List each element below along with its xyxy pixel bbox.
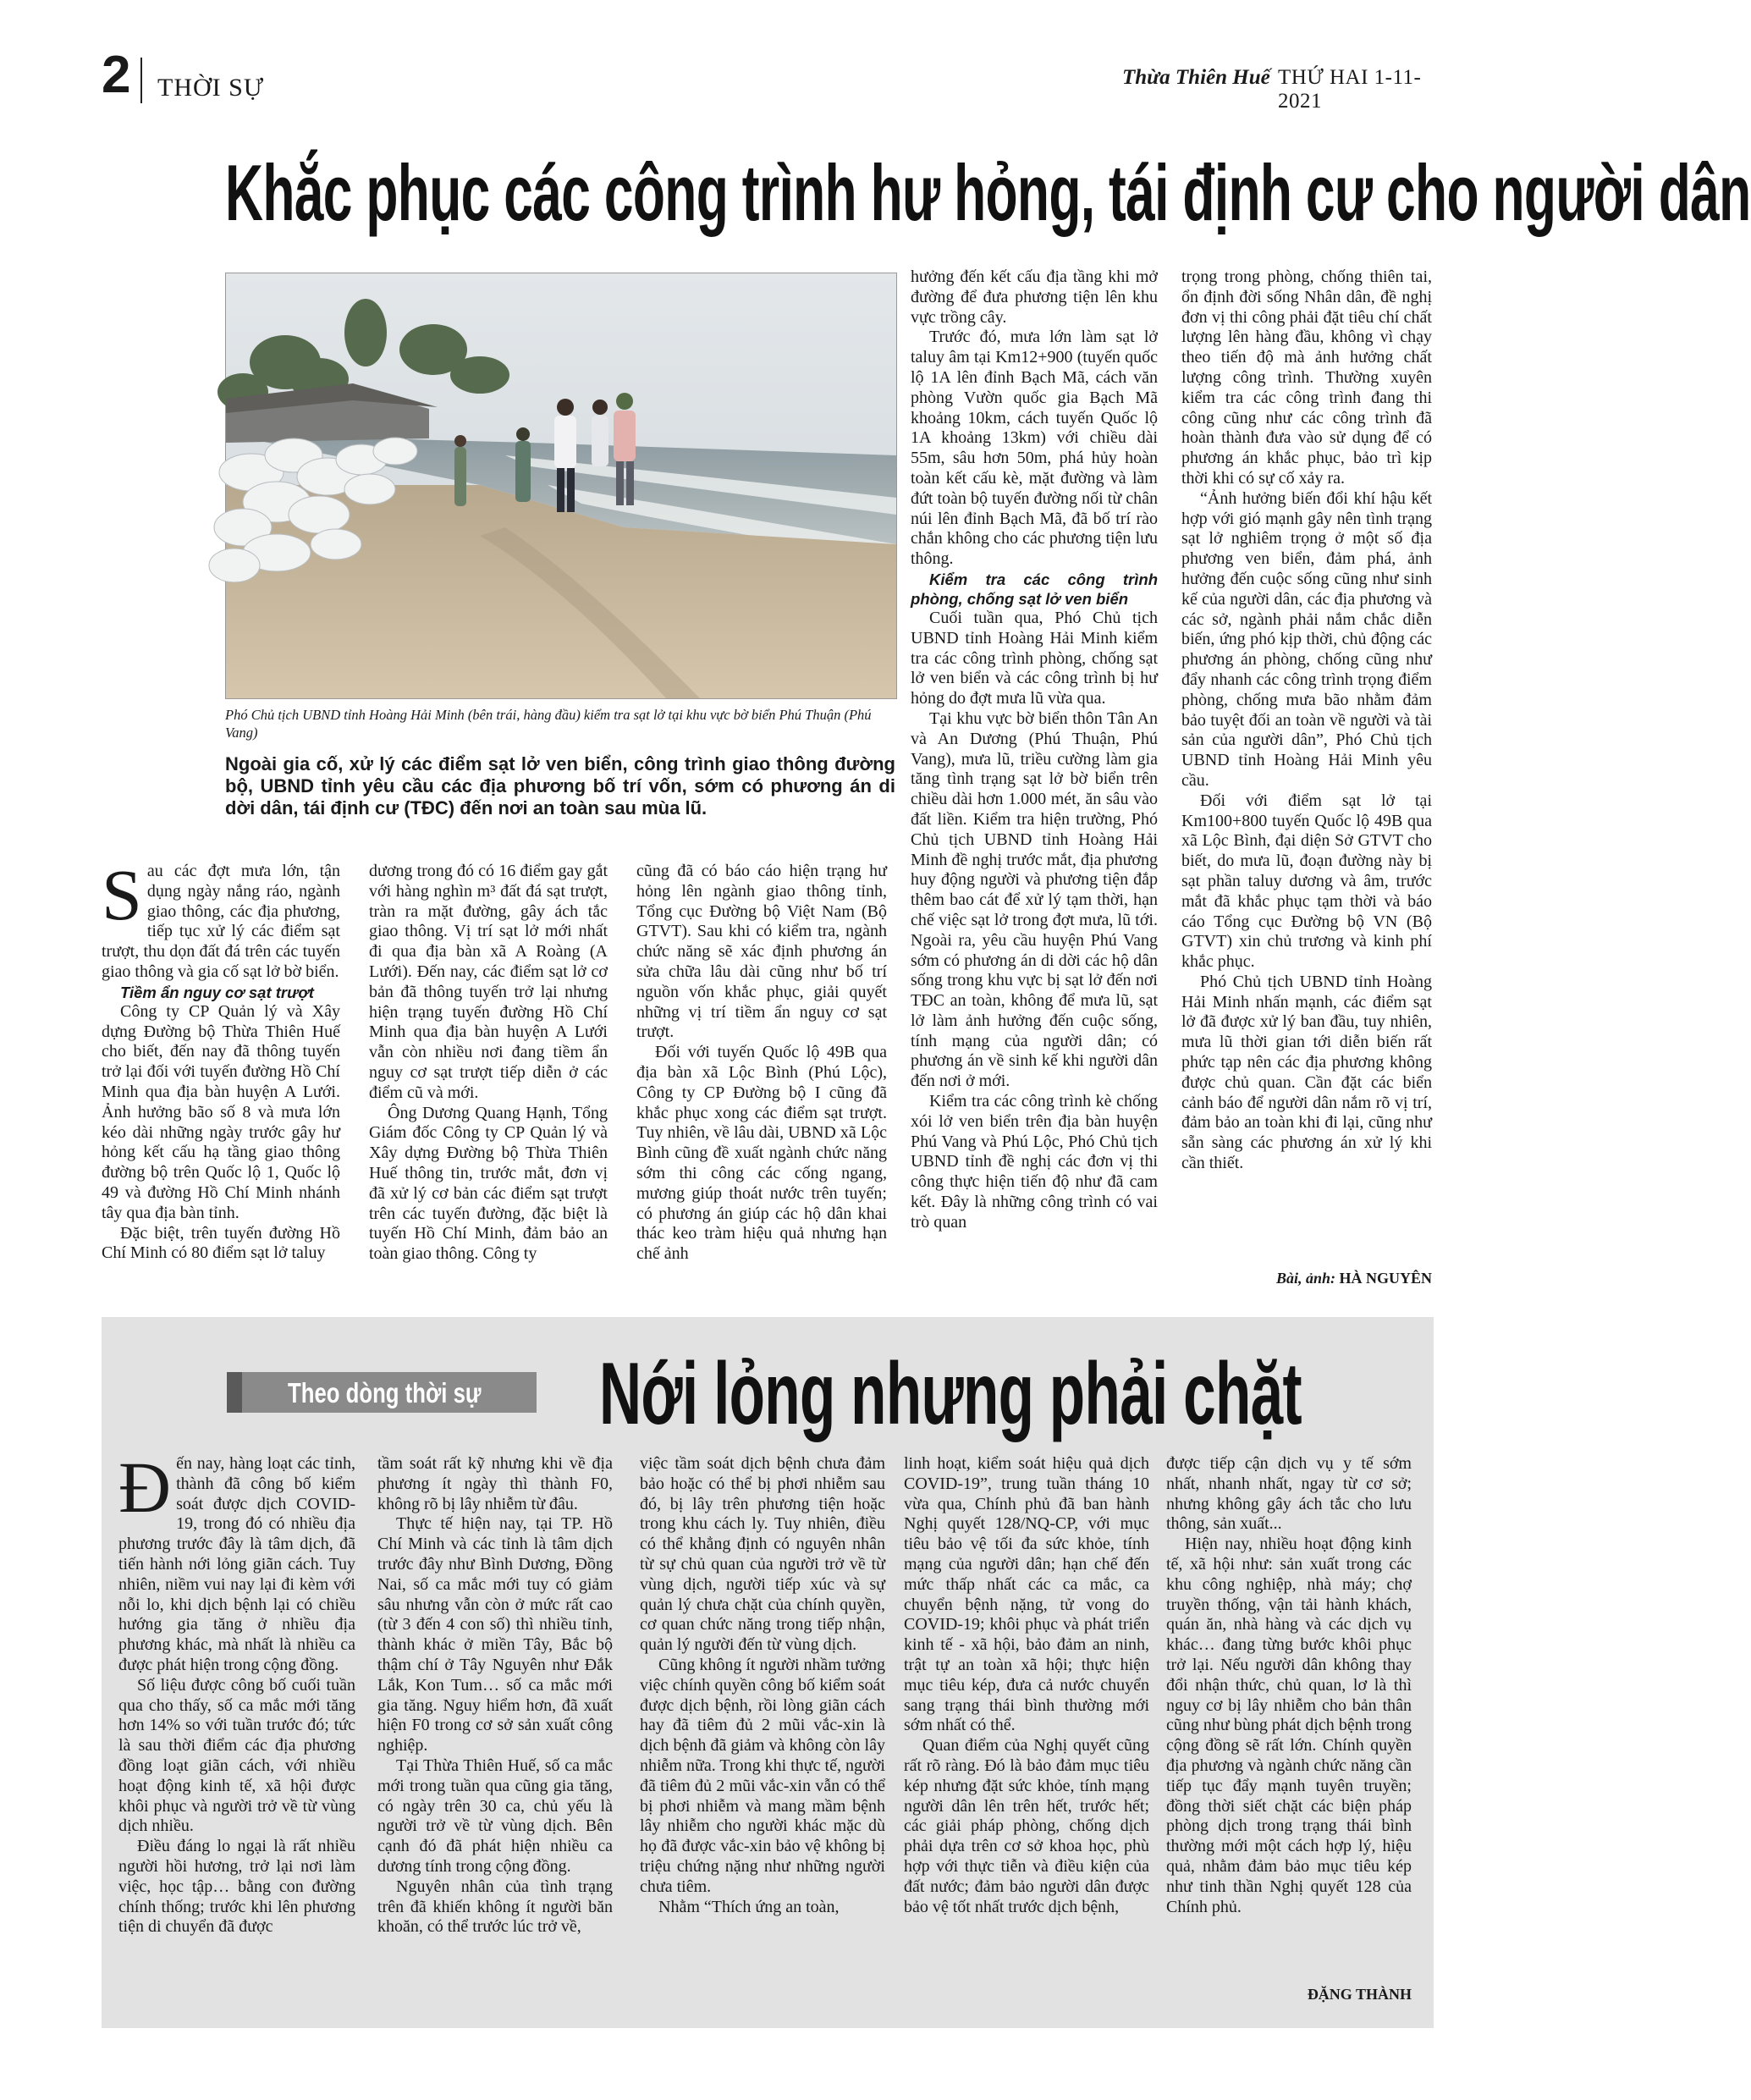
article2-column-3	[640, 1454, 885, 1917]
paragraph: Hiện nay, nhiều hoạt động kinh tế, xã hội như: sản xuất trong các khu công nghiệp, nhà máy; chợ truyền thống, vận tải hành khách, quán ăn, nhà hàng và các dịch vụ khác… đang từng bước khôi phục trở lại. Nếu người dân không thay đổi nhận thức, chủ quan, lơ là thì nguy cơ bị lây nhiễm cho bản thân cũng như bùng phát dịch bệnh trong cộng đồng sẽ rất lớn. Chính quyền địa phương và ngành chức năng cần tiếp tục đẩy mạnh tuyên truyền; đồng thời siết chặt các biện pháp phòng dịch trong trạng thái bình thường mới một cách hợp lý, hiệu quả, nhằm đảm bảo mục tiêu kép như tinh thần Nghị quyết 128 của Chính phủ.	[1166, 1535, 1412, 1916]
article2-byline: ĐẶNG THÀNH	[1307, 1986, 1412, 2003]
paragraph: dương trong đó có 16 điểm gay gắt với hàng nghìn m³ đất đá sạt trượt, tràn ra mặt đường, gây ách tắc giao thông. Vị trí sạt lở mới nhất đi qua địa bàn xã A Roàng (A Lưới). Đến nay, các điểm sạt lở cơ bản đã thông tuyến trở lại nhưng hiện trạng tuyến đường Hồ Chí Minh qua địa bàn huyện A Lưới vẫn còn nhiều nơi đang tiềm ẩn nguy cơ sạt trượt tiếp diễn ở các điểm cũ và mới.	[369, 862, 608, 1102]
paragraph: linh hoạt, kiểm soát hiệu quả dịch COVID-19”, trung tuần tháng 10 vừa qua, Chính phủ đã ban hành Nghị quyết 128/NQ-CP, với mục tiêu bảo vệ tối đa sức khỏe, tính mạng của người dân; hạn chế đến mức thấp nhất các ca mắc, ca chuyển bệnh nặng, tử vong do COVID-19; khôi phục và phát triển kinh tế - xã hội, bảo đảm an ninh, trật tự an toàn xã hội; thực hiện mục tiêu kép, đưa cả nước chuyển sang trạng thái bình thường mới sớm nhất có thể.	[904, 1454, 1149, 1735]
article2-headline: Nới lỏng nhưng phải chặt	[599, 1345, 1302, 1443]
issue-date: THỨ HAI 1-11-2021	[1278, 66, 1422, 113]
article1-byline	[1181, 1270, 1432, 1287]
article2-kicker	[227, 1372, 537, 1413]
paragraph: Phó Chủ tịch UBND tỉnh Hoàng Hải Minh nhấn mạnh, các điểm sạt lở đã được xử lý ban đầu, tuy nhiên, mưa lũ thời gian tới diễn biến rất phức tạp nên các địa phương không được chủ quan. Cần đặt các biển cảnh báo để người dân nắm rõ vị trí, đảm bảo an toàn khi đi lại, cũng như sẵn sàng các phương án xử lý khi cần thiết.	[1181, 972, 1432, 1173]
kicker-text: Theo dòng thời sự	[288, 1377, 482, 1408]
byline-name: HÀ NGUYÊN	[1339, 1270, 1432, 1287]
page-header	[102, 46, 1437, 113]
paragraph: trọng trong phòng, chống thiên tai, ổn định đời sống Nhân dân, đề nghị đơn vị thi công phải đặt tiêu chí chất lượng lên hàng đầu, không vì chạy theo tiến độ mà ảnh hưởng chất lượng công trình. Thường xuyên kiểm tra các công trình đang thi công cũng như các công trình đã hoàn thành đưa vào sử dụng để có phương án khắc phục, bảo trì kịp thời khi có sự cố xảy ra.	[1181, 267, 1432, 488]
kicker-accent	[227, 1372, 242, 1413]
paragraph: hưởng đến kết cấu địa tầng khi mở đường để đưa phương tiện lên khu vực trồng cây.	[911, 267, 1158, 327]
header-divider	[140, 58, 142, 103]
article2-column-1	[118, 1447, 355, 1937]
paragraph: Số liệu được công bố cuối tuần qua cho thấy, số ca mắc mới tăng hơn 14% so với tuần trước đó; tức là sau thời điểm các địa phương đồng loạt giãn cách, với nhiều hoạt động kinh tế, xã hội được khôi phục và người trở về từ vùng dịch nhiều.	[118, 1675, 355, 1836]
page-number: 2	[102, 46, 131, 104]
article1-lead: Ngoài gia cố, xử lý các điểm sạt lở ven biển, công trình giao thông đường bộ, UBND tỉnh yêu cầu các địa phương bố trí vốn, sớm có phương án di dời dân, tái định cư (TĐC) đến nơi an toàn sau mùa lũ.	[225, 753, 895, 819]
paragraph: Cuối tuần qua, Phó Chủ tịch UBND tỉnh Hoàng Hải Minh kiểm tra các công trình phòng, chống sạt lở ven biển và các công trình bị hư hỏng do đợt mưa lũ vừa qua.	[911, 608, 1158, 708]
article2-column-5	[1166, 1454, 1412, 1917]
paragraph: được tiếp cận dịch vụ y tế sớm nhất, nhanh nhất, ngay từ cơ sở; nhưng không gây ách tắc cho lưu thông, sản xuất...	[1166, 1454, 1412, 1534]
paragraph: Tại khu vực bờ biển thôn Tân An và An Dương (Phú Thuận, Phú Vang), mưa lũ, triều cường làm gia tăng tình trạng sạt lở bờ biển trên chiều dài hơn 1.000 mét, ăn sâu vào đất liền. Kiểm tra hiện trường, Phó Chủ tịch UBND tỉnh Hoàng Hải Minh đề nghị trước mắt, địa phương huy động người và phương tiện đắp thêm bao cát để xử lý tạm thời, hạn chế việc sạt lở trong đợt mưa, lũ tới. Ngoài ra, yêu cầu huyện Phú Vang sớm có phương án di dời các hộ dân sống trong khu vực bị sạt lở đến nơi TĐC an toàn, không để mưa lũ, sạt lở làm ảnh hưởng đến cuộc sống, tính mạng của người dân; có phương án về sinh kế khi người dân đến nơi ở mới.	[911, 708, 1158, 1091]
paragraph: Tại Thừa Thiên Huế, số ca mắc mới trong tuần qua cũng gia tăng, có ngày trên 30 ca, chủ yếu là người trở về từ vùng dịch. Bên cạnh đó đã phát hiện nhiều ca dương tính trong cộng đồng.	[377, 1756, 613, 1876]
paragraph: au các đợt mưa lớn, tận dụng ngày nắng ráo, ngành giao thông, các địa phương, tiếp tục xử lý các điểm sạt trượt, thu dọn đất đá trên các tuyến giao thông và gia cố sạt lở bờ biển.	[102, 862, 340, 981]
article1-photo-caption: Phó Chủ tịch UBND tỉnh Hoàng Hải Minh (bên trái, hàng đầu) kiểm tra sạt lở tại khu vực bờ biển Phú Thuận (Phú Vang)	[225, 707, 872, 741]
article1-column-4	[911, 267, 1158, 1233]
article1-column-2	[369, 862, 608, 1265]
paragraph: Quan điểm của Nghị quyết cũng rất rõ ràng. Đó là bảo đảm mục tiêu kép nhưng đặt sức khỏe, tính mạng người dân lên trên hết, trước hết; các giải pháp phòng, chống dịch phải dựa trên cơ sở khoa học, phù hợp với thực tiễn và điều kiện của đất nước; đảm bảo người dân được bảo vệ tốt nhất trước dịch bệnh,	[904, 1736, 1149, 1916]
article2-column-2	[377, 1454, 613, 1937]
paragraph: Điều đáng lo ngại là rất nhiều người hồi hương, trở lại nơi làm việc, học tập… bằng con đường chính thống; trước khi lên phương tiện di chuyển đã được	[118, 1837, 355, 1937]
article1-subhead-2: Kiểm tra các công trình phòng, chống sạt lở ven biển	[911, 570, 1158, 608]
paragraph: tầm soát rất kỹ nhưng khi về địa phương ít ngày thì thành F0, không rõ bị lây nhiễm từ đâu.	[377, 1454, 613, 1513]
article2-column-4	[904, 1454, 1149, 1917]
paragraph: Nhằm “Thích ứng an toàn,	[658, 1897, 840, 1916]
article1-column-1	[102, 854, 340, 1264]
article1-subhead-1: Tiềm ẩn nguy cơ sạt trượt	[120, 983, 314, 1001]
article1-column-3	[636, 862, 887, 1265]
paragraph: cũng đã có báo cáo hiện trạng hư hỏng lên ngành giao thông tỉnh, Tổng cục Đường bộ Việt Nam (Bộ GTVT). Sau khi có kiểm tra, ngành chức năng sẽ xác định phương án sửa chữa lâu dài cũng như bố trí nguồn vốn khắc phục, giải quyết những vị trí tiềm ẩn nguy cơ sạt trượt.	[636, 862, 887, 1042]
paragraph: Kiểm tra các công trình kè chống xói lở ven biển trên địa bàn huyện Phú Vang và Phú Lộc, Phó Chủ tịch UBND tỉnh đề nghị các đơn vị thi công thực hiện tiến độ như đã cam kết. Đây là những công trình có vai trò quan	[911, 1092, 1158, 1232]
paragraph: Đối với tuyến Quốc lộ 49B qua địa bàn xã Lộc Bình (Phú Lộc), Công ty CP Đường bộ I cũng đã khắc phục xong các điểm sạt trượt. Tuy nhiên, về lâu dài, UBND xã Lộc Bình cũng đề xuất ngành chức năng sớm thi công các cống ngang, mương giúp thoát nước trên tuyến; có phương án giúp các hộ dân khai thác keo tràm hiệu quả nhưng hạn chế ảnh	[636, 1043, 887, 1264]
beach-inspection-image	[226, 273, 896, 698]
paragraph: “Ảnh hưởng biến đổi khí hậu kết hợp với gió mạnh gây nên tình trạng sạt lở nghiêm trọng ở một số địa phương ven biển, đảm phá, ảnh hưởng đến cuộc sống cũng như sinh kế của người dân, các địa phương và các sở, ngành phải nắm chắc diễn biến, ứng phó kịp thời, chủ động các phương án phòng, chống cũng như đẩy nhanh các công trình trọng điểm phòng, chống mưa bão nhằm đảm bảo tuyệt đối an toàn về người và tài sản của người dân”, Phó Chủ tịch UBND tỉnh Hoàng Hải Minh yêu cầu.	[1181, 488, 1432, 790]
article1-photo	[225, 273, 897, 699]
publication-name: Thừa Thiên Huế	[1122, 66, 1270, 89]
article1-headline: Khắc phục các công trình hư hỏng, tái định cư cho người dân	[225, 148, 1751, 237]
paragraph: Trước đó, mưa lớn làm sạt lở taluy âm tại Km12+900 (tuyến quốc lộ 1A lên đỉnh Bạch Mã, cách văn phòng Vườn quốc gia Bạch Mã khoảng 10km, cách tuyến Quốc lộ 1A khoảng 13km) với chiều dài 55m, sâu hơn 50m, phá hủy hoàn toàn kết cấu kè, mặt đường và làm đứt toàn bộ tuyến đường nối từ chân núi lên đỉnh Bạch Mã, đã bố trí rào chắn không cho các phương tiện lưu thông.	[911, 328, 1158, 569]
paragraph: Nguyên nhân của tình trạng trên đã khiến không ít người băn khoăn, có thể trước lúc trở về,	[377, 1877, 613, 1937]
paragraph: Đối với điểm sạt lở tại Km100+800 tuyến Quốc lộ 49B qua xã Lộc Bình, đại diện Sở GTVT cho biết, do mưa lũ, đoạn đường này bị sạt phần taluy dương và âm, trước mắt đã khắc phục tạm thời và báo cáo Tổng cục Đường bộ VN (Bộ GTVT) xin chủ trương và kinh phí khắc phục.	[1181, 791, 1432, 972]
paragraph: Đặc biệt, trên tuyến đường Hồ Chí Minh có 80 điểm sạt lở taluy	[102, 1223, 340, 1263]
paragraph: việc tầm soát dịch bệnh chưa đảm bảo hoặc có thể bị phơi nhiễm sau đó, bị lây trên phương tiện hoặc trong khu cách ly. Tuy nhiên, điều có thể khẳng định có nguyên nhân từ sự chủ quan của người trở về từ vùng dịch, người tiếp xúc và sự quản lý chưa chặt của chính quyền, cơ quan chức năng trong tiếp nhận, quản lý người đến từ vùng dịch.	[640, 1454, 885, 1655]
paragraph: Ông Dương Quang Hạnh, Tổng Giám đốc Công ty CP Quản lý và Xây dựng Đường bộ Thừa Thiên Huế thông tin, trước mắt, đơn vị đã xử lý cơ bản các điểm sạt trượt trên các tuyến đường, đặc biệt là tuyến Hồ Chí Minh, đảm bảo an toàn giao thông. Công ty	[369, 1103, 608, 1264]
byline-prefix: Bài, ảnh:	[1275, 1270, 1335, 1287]
article1-column-5	[1181, 267, 1432, 1174]
paragraph: Cũng không ít người nhầm tưởng việc chính quyền công bố kiểm soát được dịch bệnh, rồi lòng giãn cách hay đã tiêm đủ 2 mũi vắc-xin là dịch bệnh đã giảm và không còn lây nhiễm nữa. Trong khi thực tế, người đã tiêm đủ 2 mũi vắc-xin vẫn có thể bị phơi nhiễm và mang mầm bệnh lây nhiễm cho người khác mặc dù họ đã được vắc-xin bảo vệ không bị triệu chứng nặng như những người chưa tiêm.	[640, 1655, 885, 1896]
article1-dropcap: S	[102, 854, 142, 935]
paragraph: Thực tế hiện nay, tại TP. Hồ Chí Minh và các tỉnh là tâm dịch trước đây như Bình Dương, Đồng Nai, số ca mắc mới tuy có giảm sâu nhưng vẫn còn ở mức rất cao (từ 3 đến 4 con số) thì nhiều tỉnh, thành khác ở miền Tây, Bắc bộ thậm chí ở Tây Nguyên như Đắk Lắk, Kon Tum… số ca mắc mới gia tăng. Nguy hiểm hơn, đã xuất hiện F0 trong cơ sở sản xuất công nghiệp.	[377, 1514, 613, 1756]
paragraph: ến nay, hàng loạt các tỉnh, thành đã công bố kiểm soát được dịch COVID-19, trong đó có nhiều địa phương trước đây là tâm dịch, đã tiến hành nới lỏng giãn cách. Tuy nhiên, niềm vui nay lại đi kèm với nỗi lo, khi dịch bệnh lại có chiều hướng gia tăng ở nhiều địa phương khác, mà nhất là nhiều ca được phát hiện trong cộng đồng.	[118, 1454, 355, 1674]
section-title: THỜI SỰ	[157, 74, 265, 102]
paragraph: Công ty CP Quản lý và Xây dựng Đường bộ Thừa Thiên Huế cho biết, đến nay đã thông tuyến trở lại đối với tuyến đường Hồ Chí Minh qua địa bàn huyện A Lưới. Ảnh hưởng bão số 8 và mưa lớn kéo dài những ngày trước gây hư hỏng kết cấu hạ tầng giao thông đường bộ trên Quốc lộ 1, Quốc lộ 49 và đường Hồ Chí Minh nhánh tây qua địa bàn tỉnh.	[102, 1001, 340, 1222]
article2-dropcap: Đ	[118, 1447, 172, 1528]
